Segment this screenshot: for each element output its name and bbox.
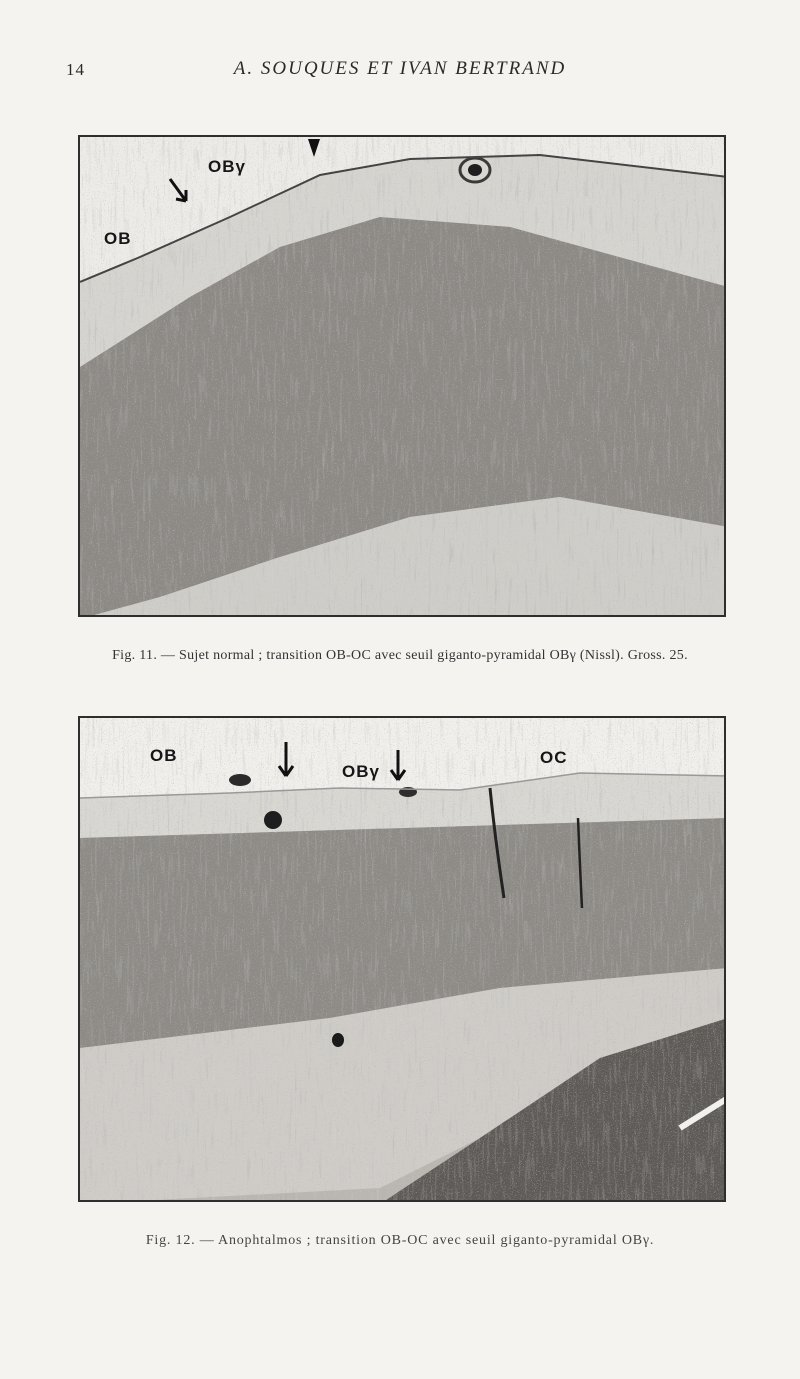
- label-ob: OB: [104, 229, 132, 248]
- label-ob: OB: [150, 746, 178, 765]
- page-number: 14: [66, 60, 85, 79]
- label-ob-gamma: OBγ: [208, 157, 246, 176]
- figure-11-caption: Fig. 11. — Sujet normal ; transition OB-OC avec seuil giganto-pyramidal OBγ (Nissl). Gross. 25.: [112, 648, 688, 663]
- down-arrow-icon: [388, 748, 408, 784]
- label-ob-gamma: OBγ: [342, 762, 380, 781]
- down-arrow-icon: [276, 740, 296, 780]
- figure-11-micrograph: [78, 135, 726, 617]
- page-header: [0, 58, 800, 88]
- arrowhead-icon: [306, 137, 322, 159]
- running-title: A. SOUQUES ET IVAN BERTRAND: [233, 58, 567, 79]
- figure-11-image: [80, 137, 726, 617]
- label-oc: OC: [540, 748, 568, 767]
- arrow-icon: [168, 177, 192, 207]
- figure-12-caption: Fig. 12. — Anophtalmos ; transition OB-OC avec seuil giganto-pyramidal OBγ.: [145, 1233, 655, 1248]
- figure-12-micrograph: [78, 716, 726, 1202]
- figure-12-image: [80, 718, 726, 1202]
